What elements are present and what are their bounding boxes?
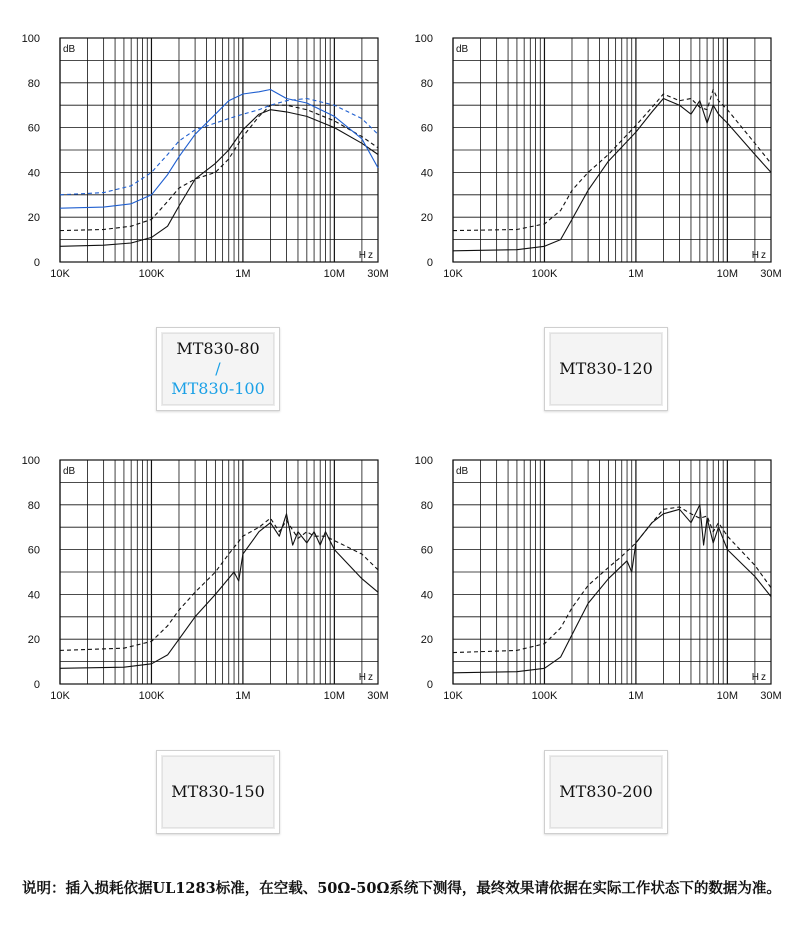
chart-mt830-150: [15, 452, 395, 752]
y-tick-label: 80: [27, 499, 40, 512]
y-tick-label: 80: [27, 77, 40, 90]
y-tick-label: 100: [414, 455, 433, 467]
y-tick-label: 60: [27, 544, 40, 557]
y-tick-label: 20: [420, 634, 433, 647]
y-tick-label: 20: [27, 212, 40, 225]
chart-svg: [408, 452, 788, 752]
y-tick-label: 40: [420, 167, 433, 180]
y-tick-label: 100: [414, 33, 433, 45]
y-tick-label: 0: [426, 257, 433, 269]
chart-mt830-200: [408, 452, 788, 752]
x-axis-unit: Hz: [751, 250, 768, 261]
x-tick-label: 30M: [367, 690, 389, 702]
chart-svg: [408, 30, 788, 330]
footnote: 说明：插入损耗依据UL1283标准，在空载、50Ω-50Ω系统下测得，最终效果请依据在实际工作状态下的数据为准。: [22, 880, 781, 897]
model-name: MT830-120: [559, 359, 653, 378]
y-tick-label: 60: [420, 122, 433, 135]
x-tick-label: 1M: [628, 690, 644, 702]
model-separator: /: [215, 359, 221, 378]
model-label-80-100: [156, 327, 280, 411]
x-tick-label: 1M: [628, 268, 644, 280]
model-label-150: [156, 750, 280, 834]
y-axis-unit: dB: [456, 466, 469, 477]
y-tick-label: 20: [27, 634, 40, 647]
y-axis-unit: dB: [456, 44, 469, 55]
y-tick-label: 20: [420, 212, 433, 225]
y-tick-label: 60: [27, 122, 40, 135]
x-tick-label: 30M: [760, 268, 782, 280]
chart-svg: [15, 30, 395, 330]
y-tick-label: 40: [27, 167, 40, 180]
model-name: MT830-80: [176, 339, 260, 358]
x-tick-label: 10M: [716, 690, 739, 702]
model-name: MT830-200: [559, 782, 653, 801]
model-name: MT830-100: [171, 379, 265, 398]
x-tick-label: 10K: [50, 268, 70, 280]
x-tick-label: 100K: [138, 268, 165, 280]
y-tick-label: 100: [21, 33, 40, 45]
x-tick-label: 10M: [323, 268, 346, 280]
chart-mt830-120: [408, 30, 788, 330]
x-tick-label: 100K: [138, 690, 165, 702]
x-tick-label: 100K: [531, 268, 558, 280]
y-tick-label: 100: [21, 455, 40, 467]
y-tick-label: 40: [27, 589, 40, 602]
x-axis-unit: Hz: [358, 250, 375, 261]
y-tick-label: 40: [420, 589, 433, 602]
chart-mt830-80-100: [15, 30, 395, 330]
x-tick-label: 1M: [235, 690, 251, 702]
x-tick-label: 30M: [367, 268, 389, 280]
x-tick-label: 10K: [443, 690, 463, 702]
x-tick-label: 10M: [716, 268, 739, 280]
chart-svg: [15, 452, 395, 752]
model-label-200: [544, 750, 668, 834]
x-tick-label: 100K: [531, 690, 558, 702]
x-tick-label: 10K: [443, 268, 463, 280]
y-axis-unit: dB: [63, 44, 76, 55]
y-axis-unit: dB: [63, 466, 76, 477]
x-axis-unit: Hz: [751, 672, 768, 683]
y-tick-label: 60: [420, 544, 433, 557]
y-tick-label: 0: [426, 679, 433, 691]
model-name: MT830-150: [171, 782, 265, 801]
x-tick-label: 1M: [235, 268, 251, 280]
y-tick-label: 80: [420, 499, 433, 512]
x-axis-unit: Hz: [358, 672, 375, 683]
x-tick-label: 10M: [323, 690, 346, 702]
model-label-120: [544, 327, 668, 411]
y-tick-label: 0: [33, 257, 40, 269]
y-tick-label: 0: [33, 679, 40, 691]
x-tick-label: 30M: [760, 690, 782, 702]
x-tick-label: 10K: [50, 690, 70, 702]
y-tick-label: 80: [420, 77, 433, 90]
